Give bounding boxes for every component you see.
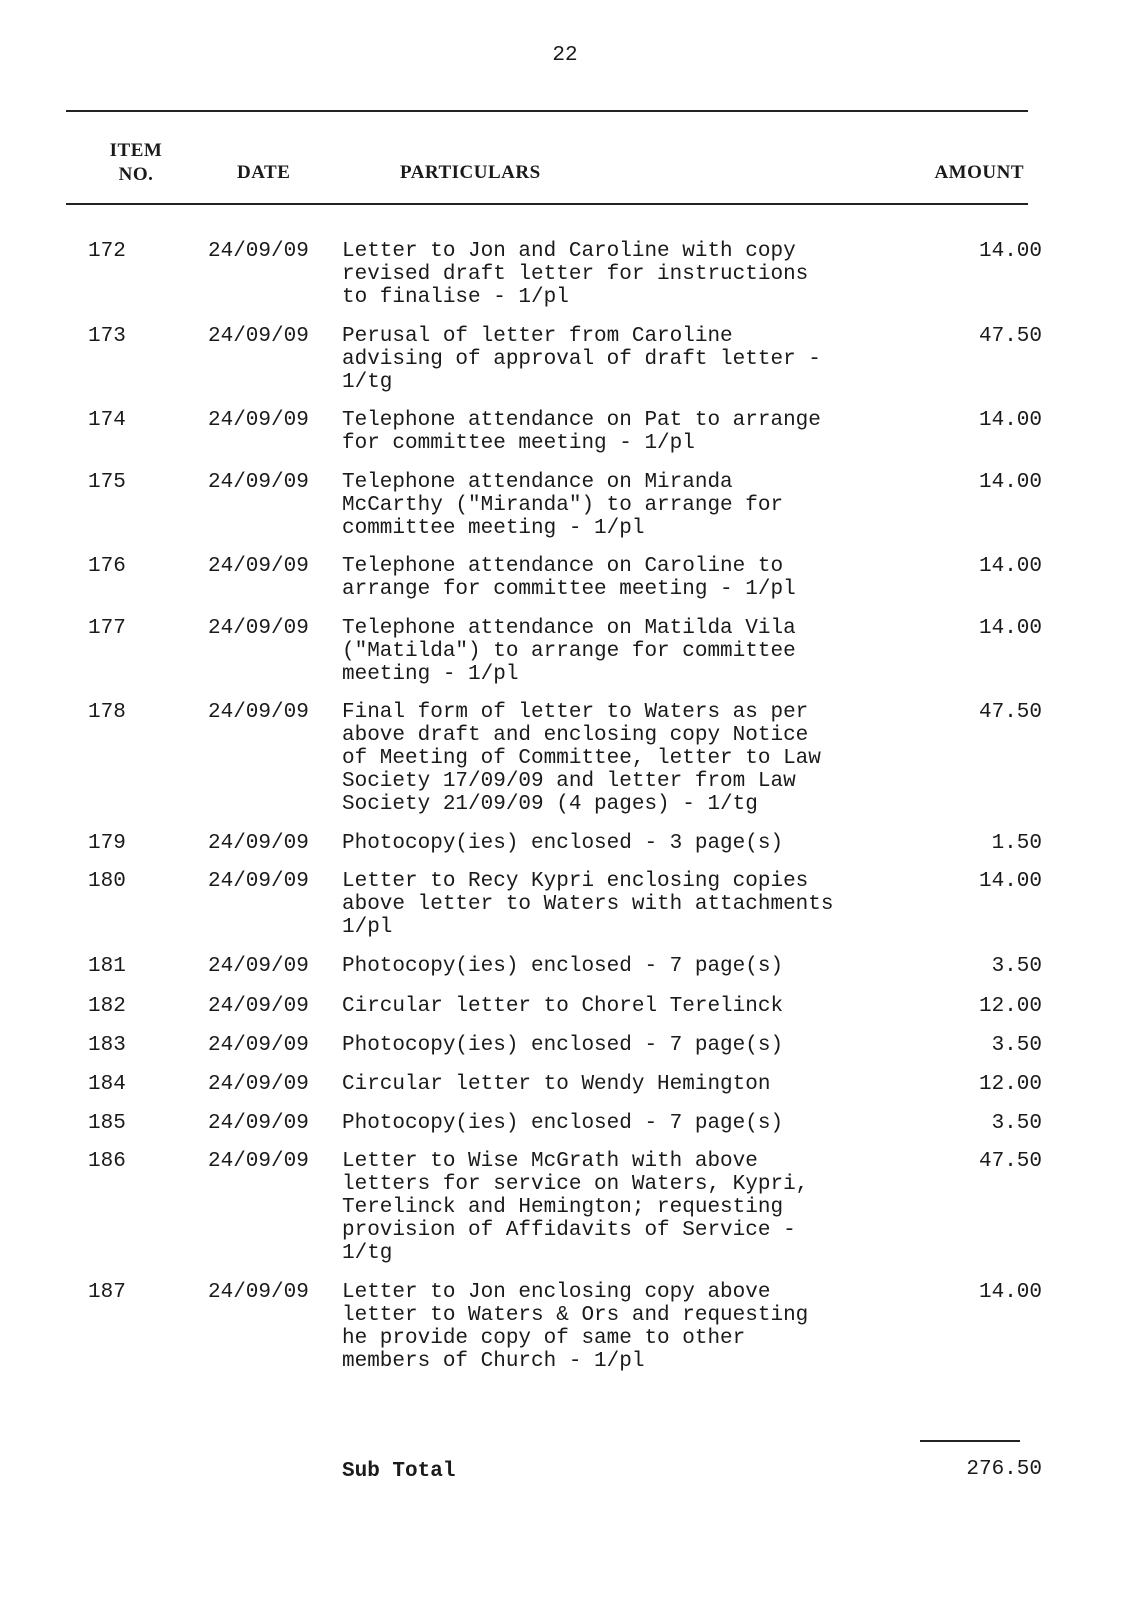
item-number: 172 bbox=[88, 240, 126, 263]
subtotal-rule bbox=[920, 1440, 1020, 1442]
entry-amount: 47.50 bbox=[978, 325, 1042, 348]
entry-date: 24/09/09 bbox=[208, 1034, 309, 1057]
entry-particulars: Photocopy(ies) enclosed - 7 page(s) bbox=[342, 1112, 784, 1135]
item-number: 180 bbox=[88, 870, 126, 893]
entry-amount: 3.50 bbox=[991, 1112, 1042, 1135]
entry-particulars: Final form of letter to Waters as per above draft and enclosing copy Notice of Meeting of Committee, letter to Law Society 17/09/09 and letter from Law Society 21/09/09 (4 pages) - 1/tg bbox=[342, 701, 821, 816]
entry-particulars: Telephone attendance on Caroline to arrange for committee meeting - 1/pl bbox=[342, 555, 796, 601]
table-row bbox=[0, 1073, 1130, 1096]
table-row bbox=[0, 325, 1130, 394]
item-number: 183 bbox=[88, 1034, 126, 1057]
entry-particulars: Letter to Wise McGrath with above letters for service on Waters, Kypri, Terelinck and Hemington; requesting provision of Affidavits of Service - 1/tg bbox=[342, 1150, 809, 1265]
header-particulars: PARTICULARS bbox=[400, 162, 541, 183]
entry-particulars: Letter to Recy Kypri enclosing copies above letter to Waters with attachments 1/pl bbox=[342, 870, 834, 939]
table-row bbox=[0, 870, 1130, 939]
item-number: 187 bbox=[88, 1281, 126, 1304]
entry-particulars: Circular letter to Chorel Terelinck bbox=[342, 995, 784, 1018]
entry-amount: 3.50 bbox=[991, 1034, 1042, 1057]
table-row bbox=[0, 832, 1130, 855]
item-number: 176 bbox=[88, 555, 126, 578]
entry-particulars: Photocopy(ies) enclosed - 7 page(s) bbox=[342, 955, 784, 978]
entry-date: 24/09/09 bbox=[208, 471, 309, 494]
entry-amount: 12.00 bbox=[978, 995, 1042, 1018]
entry-date: 24/09/09 bbox=[208, 955, 309, 978]
entry-amount: 12.00 bbox=[978, 1073, 1042, 1096]
header-item-line1: ITEM bbox=[109, 140, 163, 161]
entries-table bbox=[0, 240, 1130, 1373]
entry-amount: 47.50 bbox=[978, 1150, 1042, 1173]
entry-particulars: Telephone attendance on Pat to arrange for committee meeting - 1/pl bbox=[342, 409, 821, 455]
entry-amount: 3.50 bbox=[991, 955, 1042, 978]
item-number: 186 bbox=[88, 1150, 126, 1173]
entry-particulars: Perusal of letter from Caroline advising of approval of draft letter - 1/tg bbox=[342, 325, 821, 394]
entry-date: 24/09/09 bbox=[208, 240, 309, 263]
entry-amount: 14.00 bbox=[978, 409, 1042, 432]
entry-particulars: Photocopy(ies) enclosed - 3 page(s) bbox=[342, 832, 784, 855]
table-row bbox=[0, 555, 1130, 601]
entry-amount: 14.00 bbox=[978, 1281, 1042, 1304]
item-number: 177 bbox=[88, 617, 126, 640]
entry-date: 24/09/09 bbox=[208, 1073, 309, 1096]
item-number: 179 bbox=[88, 832, 126, 855]
entry-amount: 1.50 bbox=[991, 832, 1042, 855]
header-item-no bbox=[96, 139, 176, 187]
subtotal-label: Sub Total bbox=[342, 1460, 456, 1483]
entry-amount: 14.00 bbox=[978, 471, 1042, 494]
entry-particulars: Telephone attendance on Matilda Vila ("Matilda") to arrange for committee meeting - 1/pl bbox=[342, 617, 796, 686]
header-date: DATE bbox=[237, 162, 291, 183]
table-row bbox=[0, 1281, 1130, 1373]
entry-date: 24/09/09 bbox=[208, 995, 309, 1018]
item-number: 185 bbox=[88, 1112, 126, 1135]
entry-date: 24/09/09 bbox=[208, 1150, 309, 1173]
entry-date: 24/09/09 bbox=[208, 325, 309, 348]
entry-amount: 14.00 bbox=[978, 870, 1042, 893]
entry-date: 24/09/09 bbox=[208, 701, 309, 724]
header-amount: AMOUNT bbox=[934, 162, 1024, 183]
table-row bbox=[0, 955, 1130, 978]
entry-particulars: Circular letter to Wendy Hemington bbox=[342, 1073, 771, 1096]
item-number: 184 bbox=[88, 1073, 126, 1096]
page-number: 22 bbox=[552, 44, 578, 67]
entry-particulars: Letter to Jon enclosing copy above letter to Waters & Ors and requesting he provide copy of same to other members of Church - 1/pl bbox=[342, 1281, 809, 1373]
table-row bbox=[0, 1112, 1130, 1135]
entry-date: 24/09/09 bbox=[208, 555, 309, 578]
entry-particulars: Letter to Jon and Caroline with copy revised draft letter for instructions to finalise - 1/pl bbox=[342, 240, 809, 309]
entry-date: 24/09/09 bbox=[208, 409, 309, 432]
entry-date: 24/09/09 bbox=[208, 832, 309, 855]
table-row bbox=[0, 1034, 1130, 1057]
item-number: 181 bbox=[88, 955, 126, 978]
entry-date: 24/09/09 bbox=[208, 870, 309, 893]
entry-particulars: Photocopy(ies) enclosed - 7 page(s) bbox=[342, 1034, 784, 1057]
header-rule bbox=[66, 203, 1028, 205]
entry-amount: 14.00 bbox=[978, 240, 1042, 263]
entry-date: 24/09/09 bbox=[208, 617, 309, 640]
entry-amount: 14.00 bbox=[978, 617, 1042, 640]
table-row bbox=[0, 617, 1130, 686]
table-header bbox=[0, 0, 1130, 200]
entry-amount: 14.00 bbox=[978, 555, 1042, 578]
table-row bbox=[0, 1150, 1130, 1265]
item-number: 182 bbox=[88, 995, 126, 1018]
item-number: 173 bbox=[88, 325, 126, 348]
entry-amount: 47.50 bbox=[978, 701, 1042, 724]
table-row bbox=[0, 471, 1130, 540]
item-number: 174 bbox=[88, 409, 126, 432]
item-number: 178 bbox=[88, 701, 126, 724]
entry-particulars: Telephone attendance on Miranda McCarthy ("Miranda") to arrange for committee meeting - 1/pl bbox=[342, 471, 784, 540]
table-row bbox=[0, 240, 1130, 309]
item-number: 175 bbox=[88, 471, 126, 494]
subtotal-value: 276.50 bbox=[966, 1458, 1042, 1481]
entry-date: 24/09/09 bbox=[208, 1112, 309, 1135]
table-row bbox=[0, 701, 1130, 816]
entry-date: 24/09/09 bbox=[208, 1281, 309, 1304]
header-item-line2: NO. bbox=[118, 164, 154, 185]
table-row bbox=[0, 995, 1130, 1018]
table-row bbox=[0, 409, 1130, 455]
